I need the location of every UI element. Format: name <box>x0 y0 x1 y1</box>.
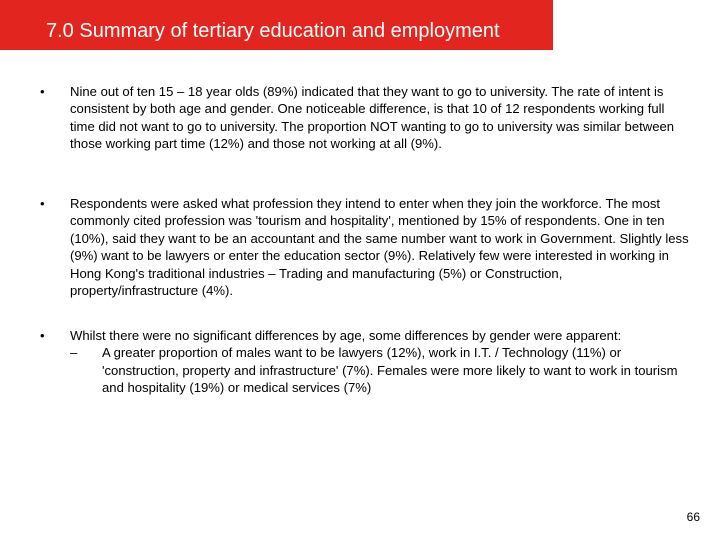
bullet-text: Respondents were asked what profession they intend to enter when they join the workforce. The most commonly cited profession was 'tourism and hospitality', mentioned by 15% of respondents. One in ten (10%), said they want to be an accountant and the same number want to work in Government. Slightly less (9%) want to be lawyers or enter the education sector (9%). Relatively few were interested in working in Hong Kong's traditional industries – Trading and manufacturing (5%) or Construction, property/infrastructure (4%). <box>70 196 689 299</box>
sub-bullet-text: A greater proportion of males want to be lawyers (12%), work in I.T. / Technology (11%) or 'construction, property and infrastructure' (7%). Females were more likely to want to work in tourism and hospitality (19%) or medical services (7%) <box>102 345 678 396</box>
bullet-text: Whilst there were no significant differences by age, some differences by gender were apparent: <box>70 328 622 343</box>
bullet-marker: • <box>40 196 45 211</box>
sub-bullet-marker: – <box>70 345 78 361</box>
bullet-marker: • <box>40 84 45 99</box>
page-number: 66 <box>686 510 700 524</box>
bullet-text: Nine out of ten 15 – 18 year olds (89%) indicated that they want to go to university. The rate of intent is consistent by both age and gender. One noticeable difference, is that 10 of 12 respondents working full time did not want to go to university. The proportion NOT wanting to go to university was similar between those working part time (12%) and those not working at all (9%). <box>70 84 675 152</box>
title-bar <box>0 0 553 50</box>
slide-title: 7.0 Summary of tertiary education and employment <box>46 20 500 42</box>
sub-bullet-item <box>70 344 690 396</box>
bullet-text-group <box>70 327 690 397</box>
bullet-marker: • <box>40 328 45 343</box>
